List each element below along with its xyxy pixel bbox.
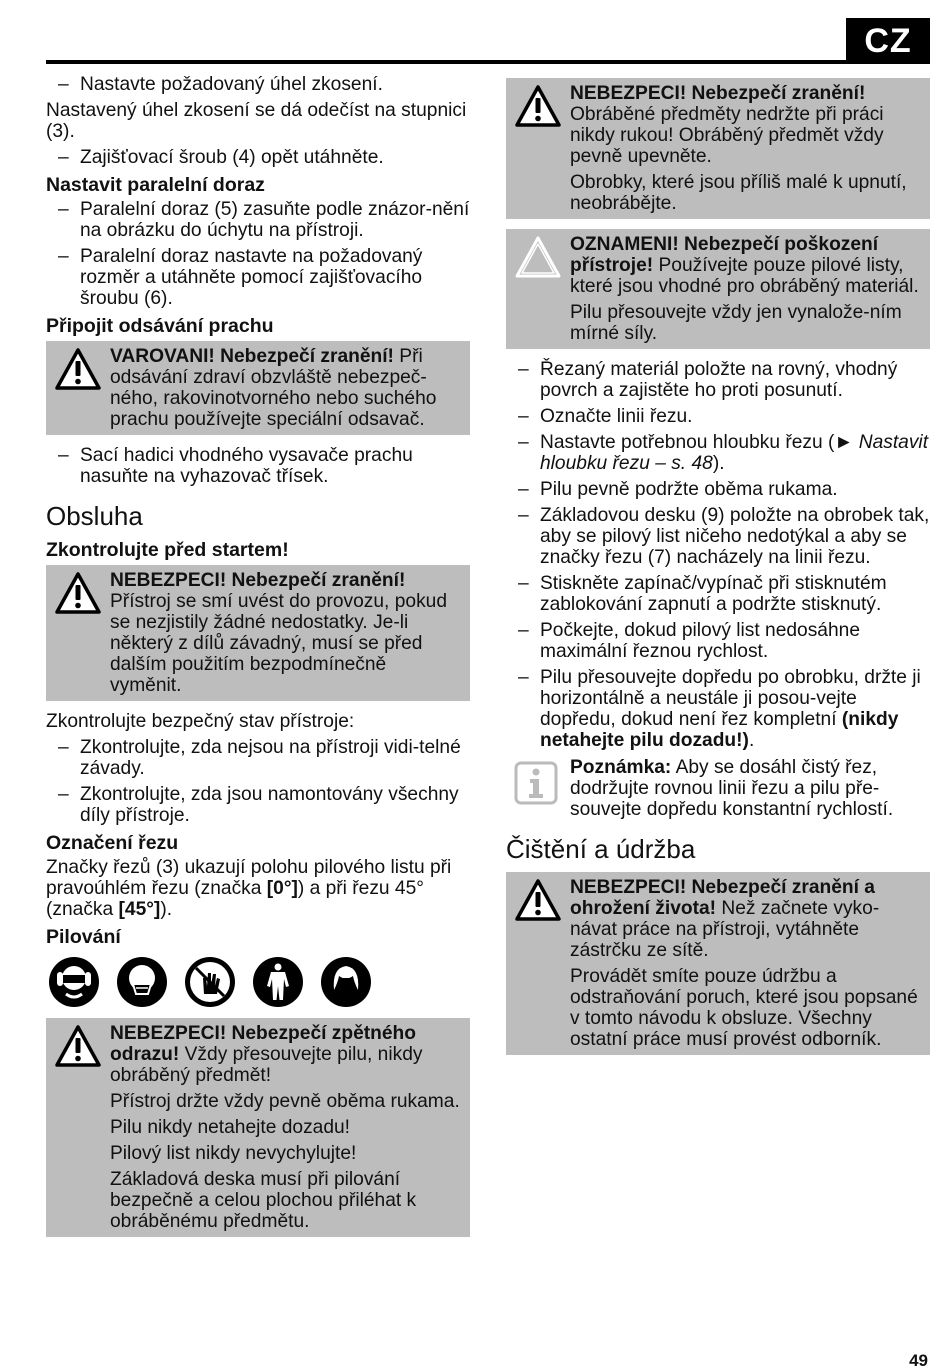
danger-box-kickback bbox=[46, 1018, 470, 1237]
warning-triangle-icon bbox=[514, 84, 562, 128]
note-text: Poznámka: Aby se dosáhl čistý řez, dodržujte rovnou linii řezu a pilu pře-souvejte dopředu konstantní rychlostí. bbox=[570, 757, 894, 820]
list-item: – Počkejte, dokud pilový list nedosáhne maximální řeznou rychlost. bbox=[506, 620, 930, 662]
danger-text: Přístroj držte vždy pevně oběma rukama. bbox=[110, 1091, 460, 1112]
danger-box-cleaning bbox=[506, 872, 930, 1055]
protective-gloves-icon bbox=[184, 956, 236, 1008]
danger-text: Obrobky, které jsou příliš malé k upnutí, neobrábějte. bbox=[570, 172, 907, 214]
danger-box-check bbox=[46, 565, 470, 701]
heading-parallel-stop: Nastavit paralelní doraz bbox=[46, 174, 265, 196]
heading-cut-marking: Označení řezu bbox=[46, 832, 179, 854]
language-tab: CZ bbox=[846, 18, 930, 64]
danger-box-hold bbox=[506, 78, 930, 219]
list-item: – Pilu přesouvejte dopředu po obrobku, držte ji horizontálně a neustále ji posou-vejte dopředu, dokud není řez kompletní (nikdy netahejte pilu dozadu!). bbox=[506, 667, 930, 751]
danger-text: Přístroj se smí uvést do provozu, pokud se nezjistily žádné nedostatky. Je-li některý z dílů závadný, musí se před dalším použitím bezpodmínečně vyměnit. bbox=[110, 591, 447, 696]
left-column bbox=[46, 74, 470, 1247]
warning-text: VAROVANI! Nebezpečí zranění! Při odsávání zdraví obzvláště nebezpeč-ného, rakovinotvorného nebo suchého prachu používejte speciální odsavač. bbox=[110, 346, 437, 430]
cross-reference-link: ► Nastavit hloubku řezu – s. 48 bbox=[540, 432, 929, 474]
ppe-icons bbox=[48, 956, 470, 1008]
page-number: 49 bbox=[909, 1351, 928, 1370]
danger-text: Pilový list nikdy nevychylujte! bbox=[110, 1143, 357, 1164]
danger-title: NEBEZPECI! Nebezpečí zranění! bbox=[570, 83, 866, 104]
danger-text: Provádět smíte pouze údržbu a odstraňování poruch, které jsou popsané v tomto návodu k obsluze. Všechny ostatní práce musí provést odborník. bbox=[570, 966, 918, 1050]
list-item: – Zajišťovací šroub (4) opět utáhněte. bbox=[46, 147, 470, 168]
danger-text: Obráběné předměty nedržte při práci nikdy rukou! Obráběný předmět vždy pevně upevněte. bbox=[570, 104, 884, 167]
notice-triangle-icon bbox=[514, 235, 562, 279]
notice-text: Pilu přesouvejte vždy jen vynalože-ním mírné síly. bbox=[570, 302, 902, 344]
heading-sawing: Pilování bbox=[46, 926, 121, 948]
note-box bbox=[506, 757, 930, 820]
warning-triangle-icon bbox=[54, 347, 102, 391]
list-item: – Nastavte potřebnou hloubku řezu (► Nastavit hloubku řezu – s. 48). bbox=[506, 432, 930, 474]
danger-text: Základová deska musí při pilování bezpečně a celou plochou přiléhat k obráběnému předmětu. bbox=[110, 1169, 417, 1232]
danger-text: NEBEZPECI! Nebezpečí zpětného odrazu! Vždy přesouvejte pilu, nikdy obráběný předmět! bbox=[110, 1023, 423, 1086]
info-icon bbox=[514, 761, 558, 805]
heading-check-before-start: Zkontrolujte před startem! bbox=[46, 539, 289, 561]
list-item: – Řezaný materiál položte na rovný, vhodný povrch a zajistěte ho proti posunutí. bbox=[506, 359, 930, 401]
warning-triangle-icon bbox=[514, 878, 562, 922]
warning-triangle-icon bbox=[54, 571, 102, 615]
list-item: – Zkontrolujte, zda jsou namontovány všechny díly přístroje. bbox=[46, 784, 470, 826]
list-item: – Paralelní doraz nastavte na požadovaný rozměr a utáhněte pomocí zajišťovacího šroubu (6). bbox=[46, 246, 470, 309]
heading-dust-extraction: Připojit odsávání prachu bbox=[46, 315, 274, 337]
header-rule bbox=[46, 60, 930, 64]
heading-operation: Obsluha bbox=[46, 501, 143, 531]
paragraph: Zkontrolujte bezpečný stav přístroje: bbox=[46, 711, 355, 732]
warning-triangle-icon bbox=[54, 1024, 102, 1068]
hair-net-icon bbox=[320, 956, 372, 1008]
dust-mask-icon bbox=[116, 956, 168, 1008]
danger-text: NEBEZPECI! Nebezpečí zranění a ohrožení života! Než začnete vyko-návat práce na přístroji, vytáhněte zástrčku ze sítě. bbox=[570, 877, 880, 961]
danger-title: NEBEZPECI! Nebezpečí zranění! bbox=[110, 570, 406, 591]
list-item: – Sací hadici vhodného vysavače prachu nasuňte na vyhazovač třísek. bbox=[46, 445, 470, 487]
list-item: – Paralelní doraz (5) zasuňte podle znázor-nění na obrázku do úchytu na přístroji. bbox=[46, 199, 470, 241]
right-column bbox=[506, 78, 930, 1065]
list-item: – Nastavte požadovaný úhel zkosení. bbox=[46, 74, 470, 95]
notice-box-damage bbox=[506, 229, 930, 349]
danger-text: Pilu nikdy netahejte dozadu! bbox=[110, 1117, 351, 1138]
eye-ear-protection-icon bbox=[48, 956, 100, 1008]
list-item: – Základovou desku (9) položte na obrobek tak, aby se pilový list ničeho nedotýkal a aby se značky řezu (7) nacházely na linii řezu. bbox=[506, 505, 930, 568]
list-item: – Stiskněte zapínač/vypínač při stisknutém zablokování zapnutí a podržte stisknutý. bbox=[506, 573, 930, 615]
list-item: – Zkontrolujte, zda nejsou na přístroji vidi-telné závady. bbox=[46, 737, 470, 779]
list-item: – Pilu pevně podržte oběma rukama. bbox=[506, 479, 930, 500]
warning-box-dust bbox=[46, 341, 470, 435]
protective-clothing-icon bbox=[252, 956, 304, 1008]
notice-text: OZNAMENI! Nebezpečí poškození přístroje! Používejte pouze pilové listy, které jsou vhodné pro obráběný materiál. bbox=[570, 234, 919, 297]
list-item: – Označte linii řezu. bbox=[506, 406, 930, 427]
heading-cleaning-maintenance: Čištění a údržba bbox=[506, 834, 696, 864]
paragraph: Značky řezů (3) ukazují polohu pilového listu při pravoúhlém řezu (značka [0°]) a při řezu 45° (značka [45°]). bbox=[46, 857, 452, 920]
paragraph: Nastavený úhel zkosení se dá odečíst na stupnici (3). bbox=[46, 100, 467, 142]
